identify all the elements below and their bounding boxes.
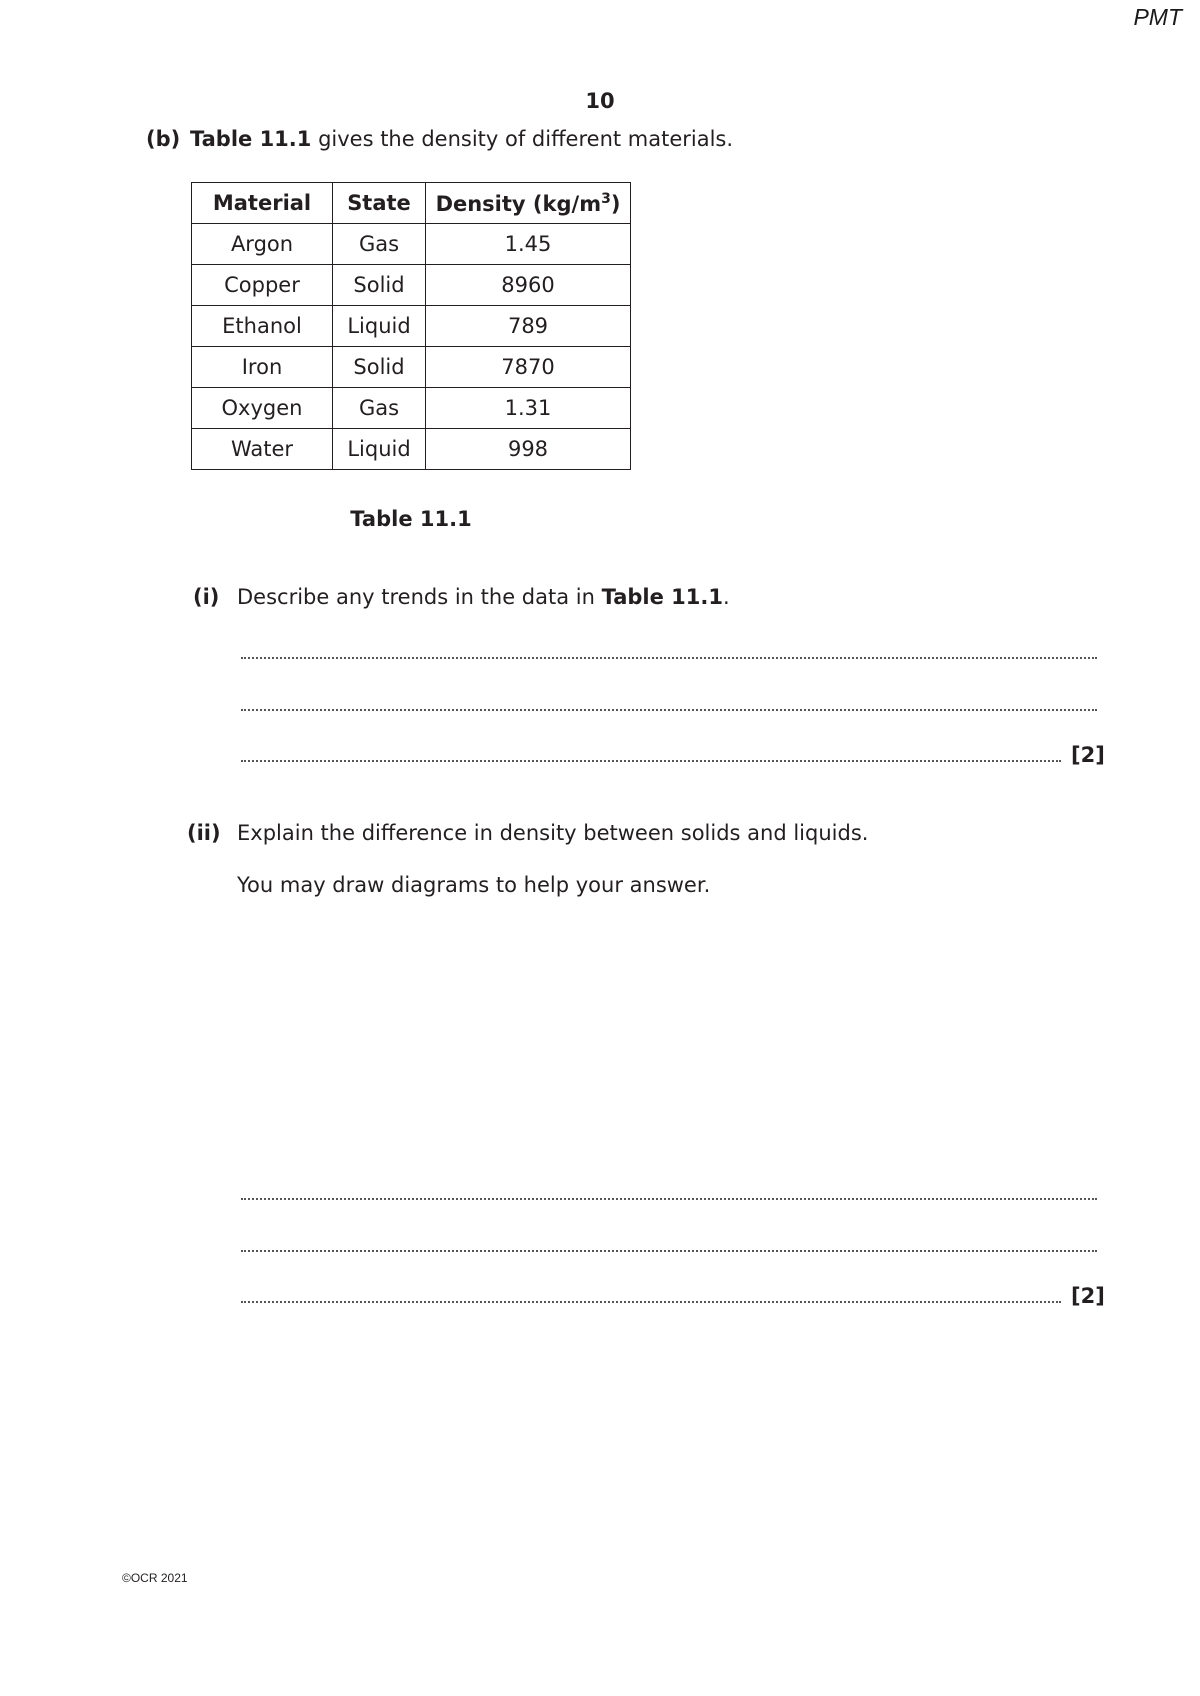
answer-line[interactable] — [241, 1250, 1097, 1252]
answer-line[interactable] — [241, 709, 1097, 711]
table-caption: Table 11.1 — [350, 507, 472, 531]
cell-state: Gas — [333, 388, 426, 429]
cell-density: 1.45 — [426, 224, 631, 265]
cell-material: Copper — [192, 265, 333, 306]
cell-density: 8960 — [426, 265, 631, 306]
cell-material: Oxygen — [192, 388, 333, 429]
answer-line[interactable] — [241, 760, 1061, 762]
question-ii-hint: You may draw diagrams to help your answer. — [237, 873, 711, 897]
table-row — [192, 347, 631, 388]
header-state: State — [333, 183, 426, 224]
table-header-row — [192, 183, 631, 224]
table-row — [192, 224, 631, 265]
cell-material: Ethanol — [192, 306, 333, 347]
cell-density: 998 — [426, 429, 631, 470]
cell-density: 7870 — [426, 347, 631, 388]
answer-line[interactable] — [241, 657, 1097, 659]
part-b-label: (b) — [146, 127, 181, 151]
question-ii-label: (ii) — [187, 821, 221, 845]
question-ii-text: Explain the difference in density between solids and liquids. — [237, 821, 869, 845]
page-number: 10 — [585, 89, 615, 113]
cell-material: Water — [192, 429, 333, 470]
intro-text: gives the density of different materials. — [311, 127, 734, 151]
cell-state: Gas — [333, 224, 426, 265]
answer-line[interactable] — [241, 1198, 1097, 1200]
pmt-watermark: PMT — [1133, 4, 1182, 30]
header-density-prefix: Density (kg/m — [435, 191, 602, 216]
question-i-text-end: . — [722, 585, 730, 609]
part-b-intro — [190, 127, 733, 151]
density-table — [191, 182, 631, 470]
marks-allocation: [2] — [1071, 743, 1105, 767]
copyright-notice: ©OCR 2021 — [122, 1571, 188, 1585]
header-density — [426, 183, 631, 224]
question-i-label: (i) — [193, 585, 220, 609]
cell-state: Solid — [333, 347, 426, 388]
cell-density: 1.31 — [426, 388, 631, 429]
table-row — [192, 429, 631, 470]
question-i-table-ref: Table 11.1 — [601, 585, 723, 609]
diagram-area[interactable] — [237, 910, 1097, 1170]
header-density-superscript: 3 — [601, 190, 611, 207]
table-reference: Table 11.1 — [190, 127, 312, 151]
answer-line[interactable] — [241, 1301, 1061, 1303]
cell-state: Liquid — [333, 306, 426, 347]
table-row — [192, 265, 631, 306]
header-density-suffix: ) — [610, 191, 621, 216]
cell-state: Liquid — [333, 429, 426, 470]
cell-density: 789 — [426, 306, 631, 347]
question-i-text — [237, 585, 730, 609]
cell-material: Iron — [192, 347, 333, 388]
header-material: Material — [192, 183, 333, 224]
question-i-text-start: Describe any trends in the data in — [237, 585, 602, 609]
cell-material: Argon — [192, 224, 333, 265]
table-row — [192, 388, 631, 429]
table-row — [192, 306, 631, 347]
marks-allocation: [2] — [1071, 1284, 1105, 1308]
cell-state: Solid — [333, 265, 426, 306]
